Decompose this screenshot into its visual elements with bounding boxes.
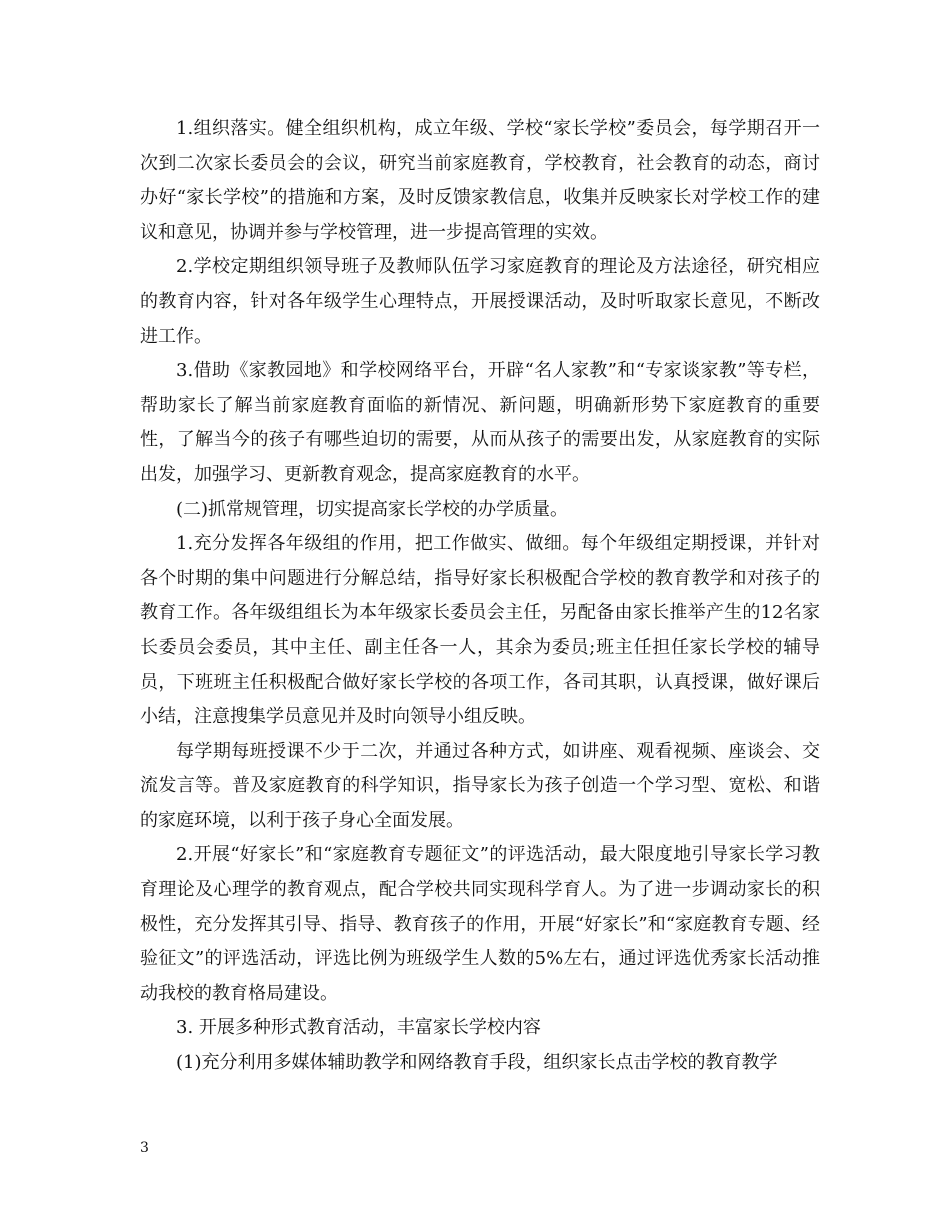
paragraph-multimedia: (1)充分利用多媒体辅助教学和网络教育手段，组织家长点击学校的教育教学 — [176, 1052, 778, 1074]
section-heading-routine-management: (二)抓常规管理，切实提高家长学校的办学质量。 — [176, 498, 569, 520]
document-body — [140, 112, 820, 1081]
paragraph-teacher-study: 2.学校定期组织领导班子及教师队伍学习家庭教育的理论及方法途径，研究相应的教育内容，针对各年级学生心理特点，开展授课活动，及时听取家长意见，不断改进工作。 — [140, 256, 820, 347]
page-number: 3 — [140, 1140, 149, 1156]
paragraph-good-parent-selection: 2.开展“好家长”和“家庭教育专题征文”的评选活动，最大限度地引导家长学习教育理论及心理学的教育观点，配合学校共同实现科学育人。为了进一步调动家长的积极性，充分发挥其引导、指导、教育孩子的作用，开展“好家长”和“家庭教育专题、经验征文”的评选活动，评选比例为班级学生人数的5%左右，通过评选优秀家长活动推动我校的教育格局建设。 — [140, 844, 820, 1004]
paragraph-platform-columns: 3.借助《家教园地》和学校网络平台，开辟“名人家教”和“专家谈家教”等专栏，帮助家长了解当前家庭教育面临的新情况、新问题，明确新形势下家庭教育的重要性，了解当今的孩子有哪些迫切的需要，从而从孩子的需要出发，从家庭教育的实际出发，加强学习、更新教育观念，提高家庭教育的水平。 — [140, 360, 820, 485]
paragraph-grade-groups: 1.充分发挥各年级组的作用，把工作做实、做细。每个年级组定期授课，并针对各个时期的集中问题进行分解总结，指导好家长积极配合学校的教育教学和对孩子的教育工作。各年级组组长为本年级家长委员会主任，另配备由家长推举产生的12名家长委员会委员，其中主任、副主任各一人，其余为委员;班主任担任家长学校的辅导员，下班班主任积极配合做好家长学校的各项工作，各司其职，认真授课，做好课后小结，注意搜集学员意见并及时向领导小组反映。 — [140, 533, 820, 728]
paragraph-class-sessions: 每学期每班授课不少于二次，并通过各种方式，如讲座、观看视频、座谈会、交流发言等。普及家庭教育的科学知识，指导家长为孩子创造一个学习型、宽松、和谐的家庭环境，以利于孩子身心全面发展。 — [140, 740, 820, 831]
paragraph-activities-heading: 3. 开展多种形式教育活动，丰富家长学校内容 — [176, 1017, 541, 1039]
paragraph-organization: 1.组织落实。健全组织机构，成立年级、学校“家长学校”委员会，每学期召开一次到二次家长委员会的会议，研究当前家庭教育，学校教育，社会教育的动态，商讨办好“家长学校”的措施和方案，及时反馈家教信息，收集并反映家长对学校工作的建议和意见，协调并参与学校管理，进一步提高管理的实效。 — [140, 118, 820, 243]
